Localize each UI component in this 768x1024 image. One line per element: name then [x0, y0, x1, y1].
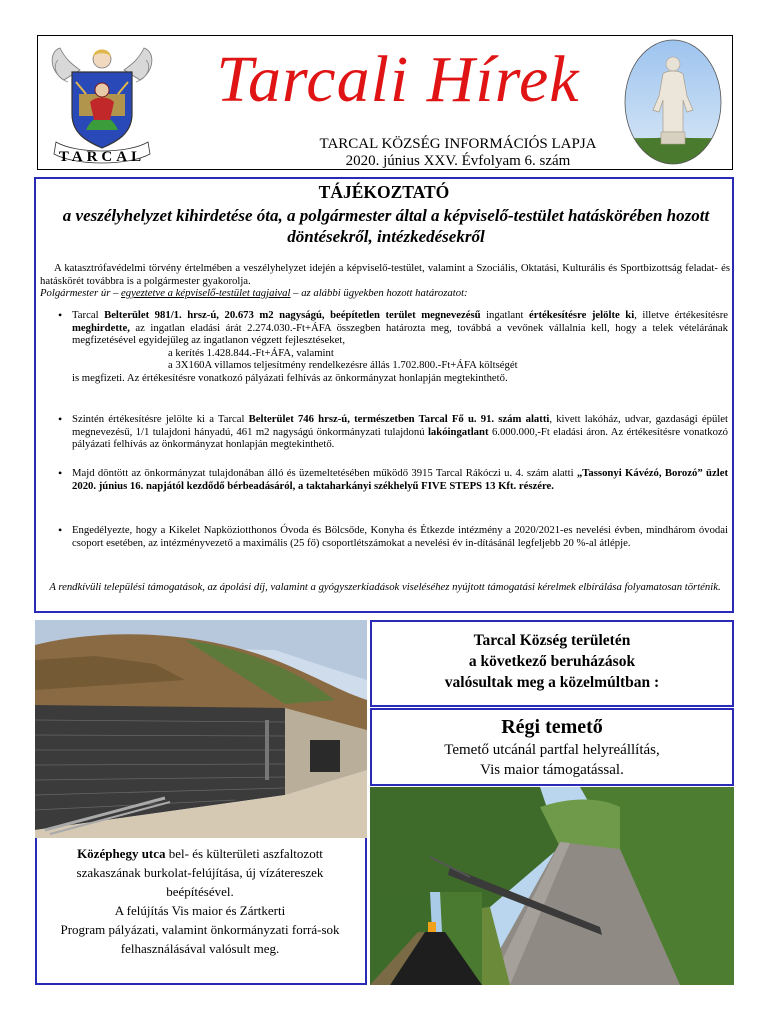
text: az ingatlan eladási árát 2.274.030.-Ft+ÁFA összegben határozta meg, továbbá a vevőnek vállalnia kell, hogy a telek vételárának megfizetésével egyidejűleg az ingatlanon végzett fejlesztéseket, — [72, 321, 728, 346]
policy-text: Polgármester úr – — [40, 287, 122, 299]
investments-heading — [382, 630, 722, 693]
policy-line — [40, 287, 730, 300]
fence-cost: a kerítés 1.428.844.-Ft+ÁFA, valamint — [168, 346, 334, 359]
text: Majd döntött az önkormányzat tulajdonában álló és üzemeltetésében működő 3915 Tarcal Rákóczi u. 4. szám alatti — [72, 467, 577, 479]
crest-label: TARCAL — [58, 149, 146, 165]
text-bold: meghirdette, — [72, 321, 130, 334]
text: is megfizeti. Az értékesítésre vonatkozó pályázati felhívás az önkormányzat honlapján megtekinthető. — [72, 371, 508, 384]
street-caption — [47, 844, 353, 958]
caption-sources: Program pályázati, valamint önkormányzati forrá-sok felhasználásával valósult meg. — [60, 922, 340, 956]
notice-footnote: A rendkívüli települési támogatások, az ápolási díj, valamint a gyógyszerkiadások viseléséhez nyújtott támogatási kérelmek elbírálása folyamatosan történik. — [49, 581, 721, 593]
electric-cost: a 3X160A villamos teljesítmény rendelkezésre állás 1.702.800.-Ft+ÁFA költségét — [168, 359, 518, 371]
notice-intro: A katasztrófavédelmi törvény értelmében a veszélyhelyzet idején a képviselő-testület, valamint a Szociális, Oktatási, Kulturális és Sportbizottság feladat- és hatáskörét továbbra is a polgármester gyakorolja. — [40, 262, 730, 287]
masthead-title: Tarcali Hírek — [216, 43, 580, 116]
text: ingatlant — [480, 309, 529, 321]
heading-line: a következő beruházások — [468, 653, 636, 670]
caption-funding: A felújítás Vis maior és Zártkerti — [114, 903, 286, 918]
text: , illetve értékesítésre — [634, 309, 728, 321]
text-bold: „Tassonyi Kávézó, Borozó” üzlet 2020. június 16. napjától kezdődő bérbeadásáról, a taktaharkányi székhelyű FIVE STEPS 13 Kft. részére. — [72, 467, 728, 492]
decision-item-1 — [72, 309, 728, 384]
notice-title: TÁJÉKOZTATÓ — [318, 182, 450, 202]
text: , kivett lakóház, udvar, gazdasági épület megnevezésű, 1/1 tulajdoni hányadú, 461 m2 nagyságú önkormányzati tulajdonú — [72, 413, 728, 438]
text: Szintén értékesítésre jelölte ki a Tarcal — [72, 413, 249, 425]
cemetery-title: Régi temető — [501, 716, 603, 738]
tarcal-coat-of-arms — [46, 42, 158, 167]
caption-text: bel- és külterületi aszfaltozott szakaszának burkolat-felújítása, új vízátereszek beépítésével. — [76, 846, 324, 899]
heading-line: Tarcal Község területén — [473, 632, 631, 649]
text-bold: Belterület 981/1. hrsz-ú, 20.673 m2 nagyságú, beépítetlen terület megnevezésű — [104, 309, 481, 321]
asphalt-road-photo — [370, 892, 482, 985]
decision-item-2 — [72, 413, 728, 451]
text-bold: értékesítésre jelölte ki — [529, 309, 635, 321]
policy-text-end: – az alábbi ügyekben hozott határozatot: — [290, 287, 468, 299]
heading-line: valósultak meg a közelmúltban : — [444, 674, 660, 691]
newspaper-header — [37, 35, 733, 170]
cemetery-box — [370, 708, 734, 786]
policy-underlined: egyeztetve a képviselő-testület tagjaival — [121, 287, 291, 299]
retaining-wall-photo — [35, 620, 367, 838]
cemetery-description — [372, 740, 732, 780]
statue-photo — [623, 38, 723, 166]
description-line: Temető utcánál partfal helyreállítás, — [444, 742, 660, 758]
text: 6.000.000,-Ft eladási áron. Az értékesítésre vonatkozó pályázati felhívás az önkormányzat honlapján megtekinthető. — [72, 425, 728, 450]
description-line: Vis maior támogatással. — [480, 762, 624, 778]
text-bold: lakóingatlant — [427, 425, 489, 438]
decision-item-4: • Engedélyezte, hogy a Kikelet Napköziotthonos Óvoda és Bölcsőde, Konyha és Étkezde intézmény a 2020/2021-es nevelési évben, mindhárom óvodai csoport esetében, az intézményvezető a maximális (25 fő) csoportlétszámokat a nevelési év in-dításánál legfeljebb 20 %-al átlépje. — [72, 524, 728, 549]
caption-lead: Középhegy utca — [77, 846, 166, 861]
caption-box — [35, 838, 367, 985]
issue-line: 2020. június XXV. Évfolyam 6. szám — [345, 153, 571, 169]
text: Tarcal — [72, 309, 105, 321]
decision-item-3 — [72, 467, 728, 492]
official-notice — [34, 177, 734, 613]
text-bold: Belterület 746 hrsz-ú, természetben Tarcal Fő u. 91. szám alatti — [248, 413, 550, 425]
notice-subtitle: a veszélyhelyzet kihirdetése óta, a polgármester által a képviselő-testület hatáskörében hozott döntésekről, intézkedésekről — [62, 206, 710, 246]
investments-box — [370, 620, 734, 707]
publication-subtitle: TARCAL KÖZSÉG INFORMÁCIÓS LAPJA — [319, 136, 597, 152]
